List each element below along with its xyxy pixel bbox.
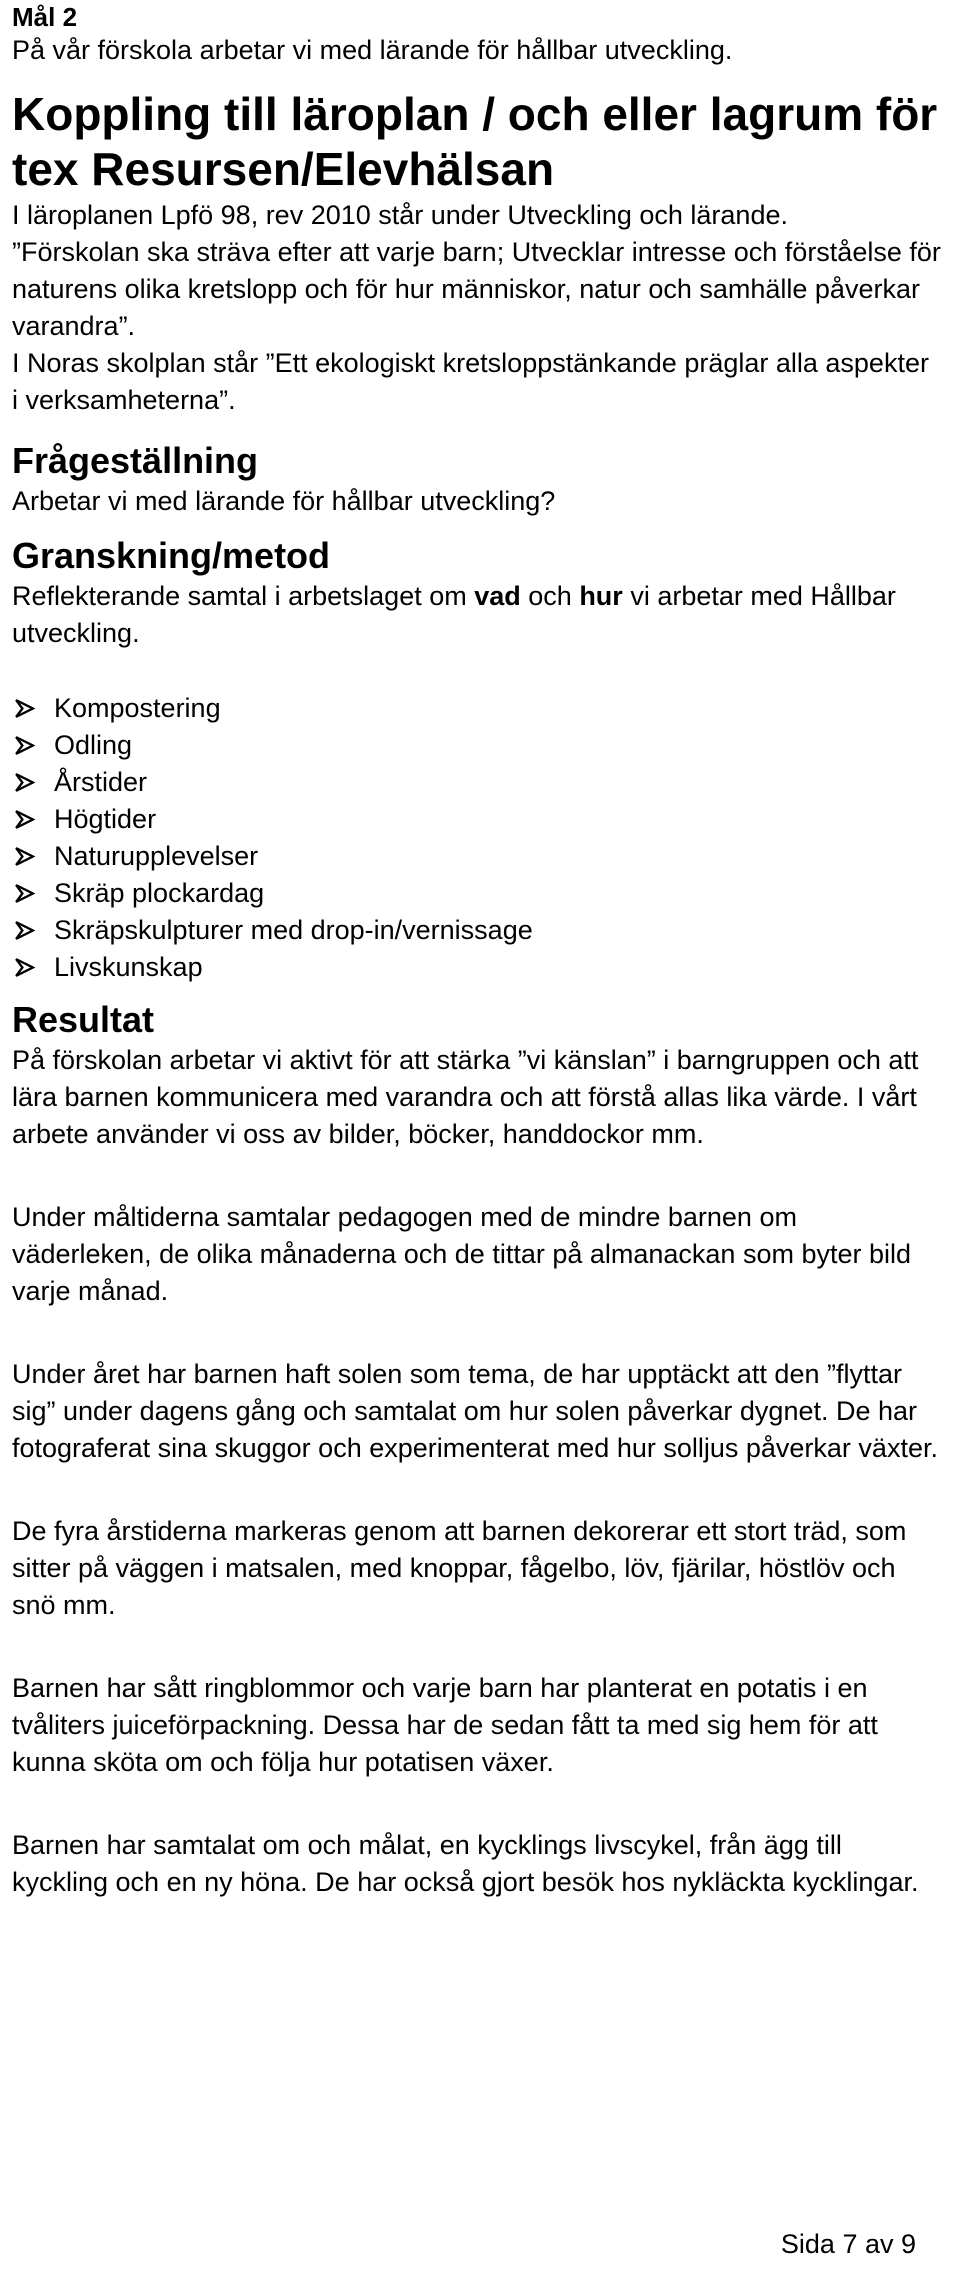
review-text — [12, 578, 942, 652]
result-paragraph: Under året har barnen haft solen som tema, de har upptäckt att den ”flyttar sig” under dagens gång och samtalat om hur solen påverkar dygnet. De har fotograferat sina skuggor och experimenterat med hur solljus påverkar växter. — [12, 1359, 938, 1463]
list-item-label: Högtider — [54, 804, 157, 834]
review-heading: Granskning/metod — [12, 535, 331, 576]
list-item — [12, 801, 942, 838]
review-bold-vad: vad — [474, 581, 521, 611]
list-item — [12, 727, 942, 764]
result-paragraph: De fyra årstiderna markeras genom att barnen dekorerar ett stort träd, som sitter på väggen i matsalen, med knoppar, fågelbo, löv, fjärilar, höstlöv och snö mm. — [12, 1516, 907, 1620]
arrowhead-bullet-icon — [14, 735, 35, 756]
question-heading: Frågeställning — [12, 440, 259, 481]
result-heading: Resultat — [12, 999, 155, 1040]
result-paragraph: Barnen har samtalat om och målat, en kycklings livscykel, från ägg till kyckling och en ny höna. De har också gjort besök hos nykläckta kycklingar. — [12, 1830, 919, 1897]
review-bold-hur: hur — [579, 581, 623, 611]
goal-text: På vår förskola arbetar vi med lärande för hållbar utveckling. — [12, 35, 733, 65]
school-plan-paragraph: I Noras skolplan står ”Ett ekologiskt kretsloppstänkande präglar alla aspekter i verksamheterna”. — [12, 348, 929, 415]
curriculum-paragraph: I läroplanen Lpfö 98, rev 2010 står under Utveckling och lärande. — [12, 200, 788, 230]
document-page — [12, 0, 942, 1901]
arrowhead-bullet-icon — [14, 772, 35, 793]
list-item — [12, 838, 942, 875]
list-item — [12, 764, 942, 801]
list-item-label: Odling — [54, 730, 133, 760]
arrowhead-bullet-icon — [14, 698, 35, 719]
list-item-label: Kompostering — [54, 693, 221, 723]
goal-heading: Mål 2 — [12, 2, 78, 32]
list-item — [12, 949, 942, 986]
method-list — [12, 690, 942, 986]
curriculum-heading: Koppling till läroplan / och eller lagrum för tex Resursen/Elevhälsan — [12, 88, 938, 195]
question-text: Arbetar vi med lärande för hållbar utveckling? — [12, 486, 556, 516]
arrowhead-bullet-icon — [14, 846, 35, 867]
result-paragraph: Under måltiderna samtalar pedagogen med de mindre barnen om väderleken, de olika månaderna och de tittar på almanackan som byter bild varje månad. — [12, 1202, 912, 1306]
arrowhead-bullet-icon — [14, 920, 35, 941]
review-text-start: Reflekterande samtal i arbetslaget om — [12, 581, 475, 611]
arrowhead-bullet-icon — [14, 957, 35, 978]
result-paragraph: På förskolan arbetar vi aktivt för att stärka ”vi känslan” i barngruppen och att lära barnen kommunicera med varandra och att förstå allas lika värde. I vårt arbete använder vi oss av bilder, böcker, handdockor mm. — [12, 1045, 919, 1149]
curriculum-quote: ”Förskolan ska sträva efter att varje barn; Utvecklar intresse och förståelse för naturens olika kretslopp och för hur människor, natur och samhälle påverkar varandra”. — [12, 237, 941, 341]
list-item-label: Naturupplevelser — [54, 841, 259, 871]
list-item-label: Skräpskulpturer med drop-in/vernissage — [54, 915, 533, 945]
review-text-end: vi arbetar med Hållbar utveckling. — [12, 581, 896, 648]
arrowhead-bullet-icon — [14, 883, 35, 904]
list-item-label: Årstider — [54, 767, 148, 797]
list-item — [12, 875, 942, 912]
review-text-middle: och — [520, 581, 580, 611]
list-item — [12, 912, 942, 949]
arrowhead-bullet-icon — [14, 809, 35, 830]
list-item-label: Skräp plockardag — [54, 878, 265, 908]
list-item-label: Livskunskap — [54, 952, 203, 982]
result-paragraph: Barnen har sått ringblommor och varje barn har planterat en potatis i en tvåliters juiceförpackning. Dessa har de sedan fått ta med sig hem för att kunna sköta om och följa hur potatisen växer. — [12, 1673, 878, 1777]
list-item — [12, 690, 942, 727]
page-number: Sida 7 av 9 — [780, 2229, 916, 2259]
